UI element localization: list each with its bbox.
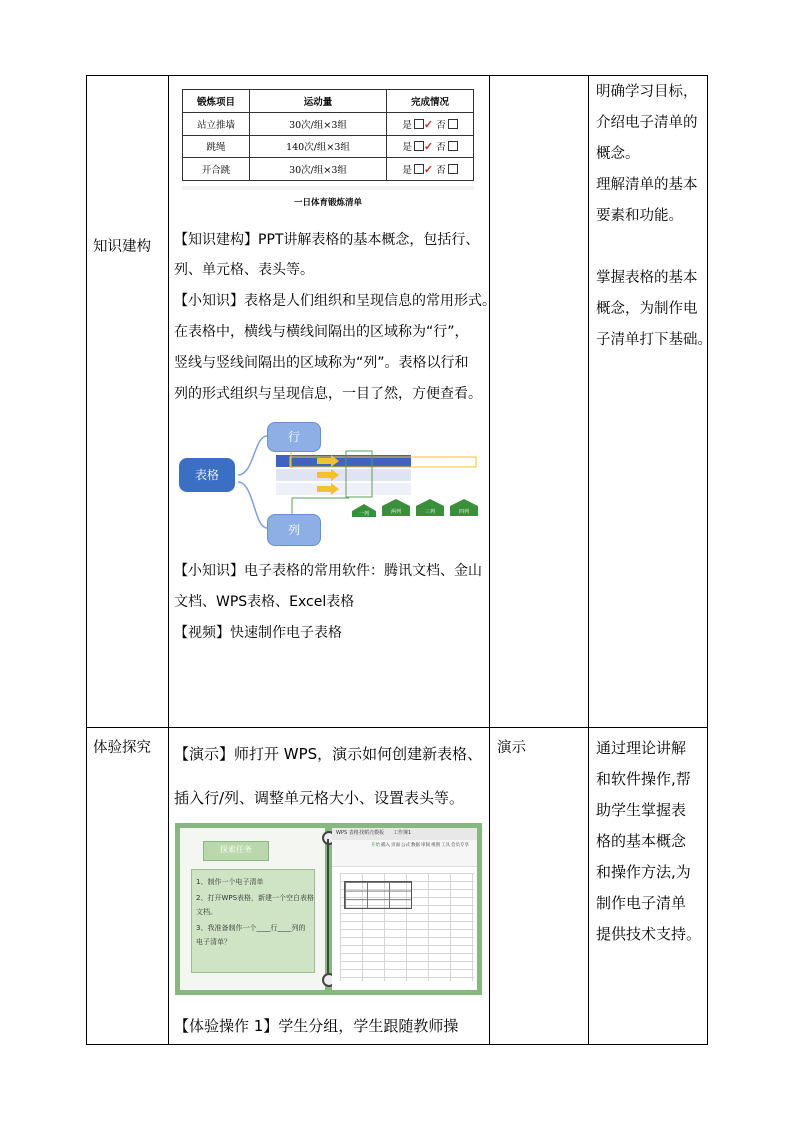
table-col-divider-2 (489, 75, 490, 1045)
cell-amount: 140次/组×3组 (250, 135, 387, 158)
checkbox-checked-icon (414, 119, 424, 129)
checklist-caption: 一日体育锻炼清单 (293, 198, 362, 208)
table-row-divider (86, 727, 708, 728)
menu-item: 工具 (441, 843, 450, 848)
no-label: 否 (436, 119, 446, 131)
col-tag-label: 四列 (458, 509, 470, 515)
app-tab: 找稻壳模板 (359, 830, 385, 836)
goal-line: 要素和功能。 (596, 208, 683, 224)
header-status: 完成情况 (387, 90, 474, 113)
goal-line: 概念，为制作电 (596, 301, 698, 317)
checkbox-checked-icon (414, 164, 424, 174)
col-tag-label: 三列 (424, 509, 436, 515)
paragraph-line: 在表格中，横线与横线间隔出的区域称为“行”， (174, 324, 469, 340)
task-line: 文档。 (196, 908, 217, 916)
checkbox-checked-icon (414, 141, 424, 151)
task-line: 电子清单？ (196, 938, 231, 946)
header-item: 锻炼项目 (183, 90, 250, 113)
paragraph-line: 列、单元格、表头等。 (174, 262, 314, 278)
binder-spine (327, 839, 329, 975)
table-border-left (86, 75, 87, 1045)
paragraph-line: 【小知识】电子表格的常用软件：腾讯文档、金山 (174, 563, 482, 579)
app-tab: 工作簿1 (393, 830, 412, 836)
goal-line: 概念。 (596, 146, 640, 162)
no-label: 否 (436, 165, 446, 177)
cell-item: 跳绳 (183, 135, 250, 158)
menu-item: 会员专享 (451, 843, 469, 848)
table-col-divider-3 (588, 75, 589, 1045)
table-border-right (707, 75, 708, 1045)
yes-label: 是 (402, 165, 412, 177)
task-title: 探索任务 (220, 845, 252, 854)
yes-label: 是 (402, 119, 412, 131)
goal-line: 介绍电子清单的 (596, 115, 698, 131)
branch-line-row (238, 436, 267, 475)
menu-item: 审阅 (421, 843, 430, 848)
task-line: 3、我准备制作一个____行____列的 (196, 924, 306, 932)
paragraph-line: 插入行/列、调整单元格大小、设置表头等。 (174, 789, 465, 807)
col-tag-label: 一列 (358, 511, 370, 517)
table-border-bottom (86, 1044, 708, 1045)
cell-status (387, 112, 474, 135)
task-line: 2、打开WPS表格，新建一个空白表格 (196, 894, 315, 902)
cell-amount: 30次/组×3组 (250, 158, 387, 181)
menu-item: 数据 (411, 843, 420, 848)
method-label: 演示 (497, 740, 526, 756)
paragraph-line: 文档、WPS表格、Excel表格 (174, 594, 355, 610)
checkmark-icon: ✓ (423, 117, 434, 131)
table-border-top (86, 75, 708, 76)
goal-line: 提供技术支持。 (596, 925, 702, 943)
cell-item: 开合跳 (183, 158, 250, 181)
branch-line-col (238, 482, 267, 528)
paragraph-line: 【演示】师打开 WPS，演示如何创建新表格、 (174, 745, 483, 763)
paragraph-line: 【知识建构】PPT讲解表格的基本概念，包括行、 (174, 232, 480, 248)
exercise-checklist (182, 89, 474, 181)
paragraph-line: 竖线与竖线间隔出的区域称为“列”。表格以行和 (174, 355, 469, 371)
cell-status (387, 158, 474, 181)
cell-amount: 30次/组×3组 (250, 112, 387, 135)
goal-line: 助学生掌握表 (596, 801, 687, 819)
menu-item: 开始 (371, 843, 380, 848)
task-line: 1、制作一个电子清单 (196, 878, 264, 886)
col-tag-label: 两列 (390, 509, 402, 515)
checkbox-icon (448, 141, 458, 151)
paragraph-line: 列的形式组织与呈现信息，一目了然，方便查看。 (174, 386, 482, 402)
goal-line: 掌握表格的基本 (596, 270, 698, 286)
checkbox-icon (448, 119, 458, 129)
paragraph-line: 【视频】快速制作电子表格 (174, 625, 342, 641)
menu-item: 视图 (431, 843, 440, 848)
yes-label: 是 (402, 142, 412, 154)
checkmark-icon: ✓ (423, 163, 434, 177)
checkbox-icon (448, 164, 458, 174)
table-col-divider-1 (168, 75, 169, 1045)
cell-item: 站立推墙 (183, 112, 250, 135)
menu-item: 页面 (391, 843, 400, 848)
goal-line: 制作电子清单 (596, 894, 687, 912)
goal-line: 格的基本概念 (596, 832, 687, 850)
app-tab: WPS 表格 (336, 830, 359, 836)
column-node: 列 (267, 514, 321, 546)
header-amount: 运动量 (250, 90, 387, 113)
goal-line: 通过理论讲解 (596, 739, 687, 757)
goal-line: 理解清单的基本 (596, 177, 698, 193)
row-band (276, 483, 411, 495)
goal-line: 和操作方法,为 (596, 863, 691, 881)
checkmark-icon: ✓ (423, 140, 434, 154)
menu-item: 公式 (401, 843, 410, 848)
row-node: 行 (267, 422, 321, 452)
menu-item: 插入 (381, 843, 390, 848)
paragraph-line: 【体验操作 1】学生分组，学生跟随教师操 (174, 1017, 459, 1035)
goal-line: 明确学习目标， (596, 84, 698, 100)
cell-status (387, 135, 474, 158)
caption-divider (182, 186, 474, 190)
no-label: 否 (436, 142, 446, 154)
row-band (276, 469, 411, 481)
stage-label: 体验探究 (93, 740, 151, 756)
root-node-table: 表格 (179, 458, 235, 492)
selected-table-range (344, 881, 412, 909)
goal-line: 和软件操作,帮 (596, 770, 691, 788)
paragraph-line: 【小知识】表格是人们组织和呈现信息的常用形式。 (174, 293, 496, 309)
stage-label: 知识建构 (93, 239, 151, 255)
goal-line: 子清单打下基础。 (596, 332, 712, 348)
task-panel-image (175, 823, 482, 995)
